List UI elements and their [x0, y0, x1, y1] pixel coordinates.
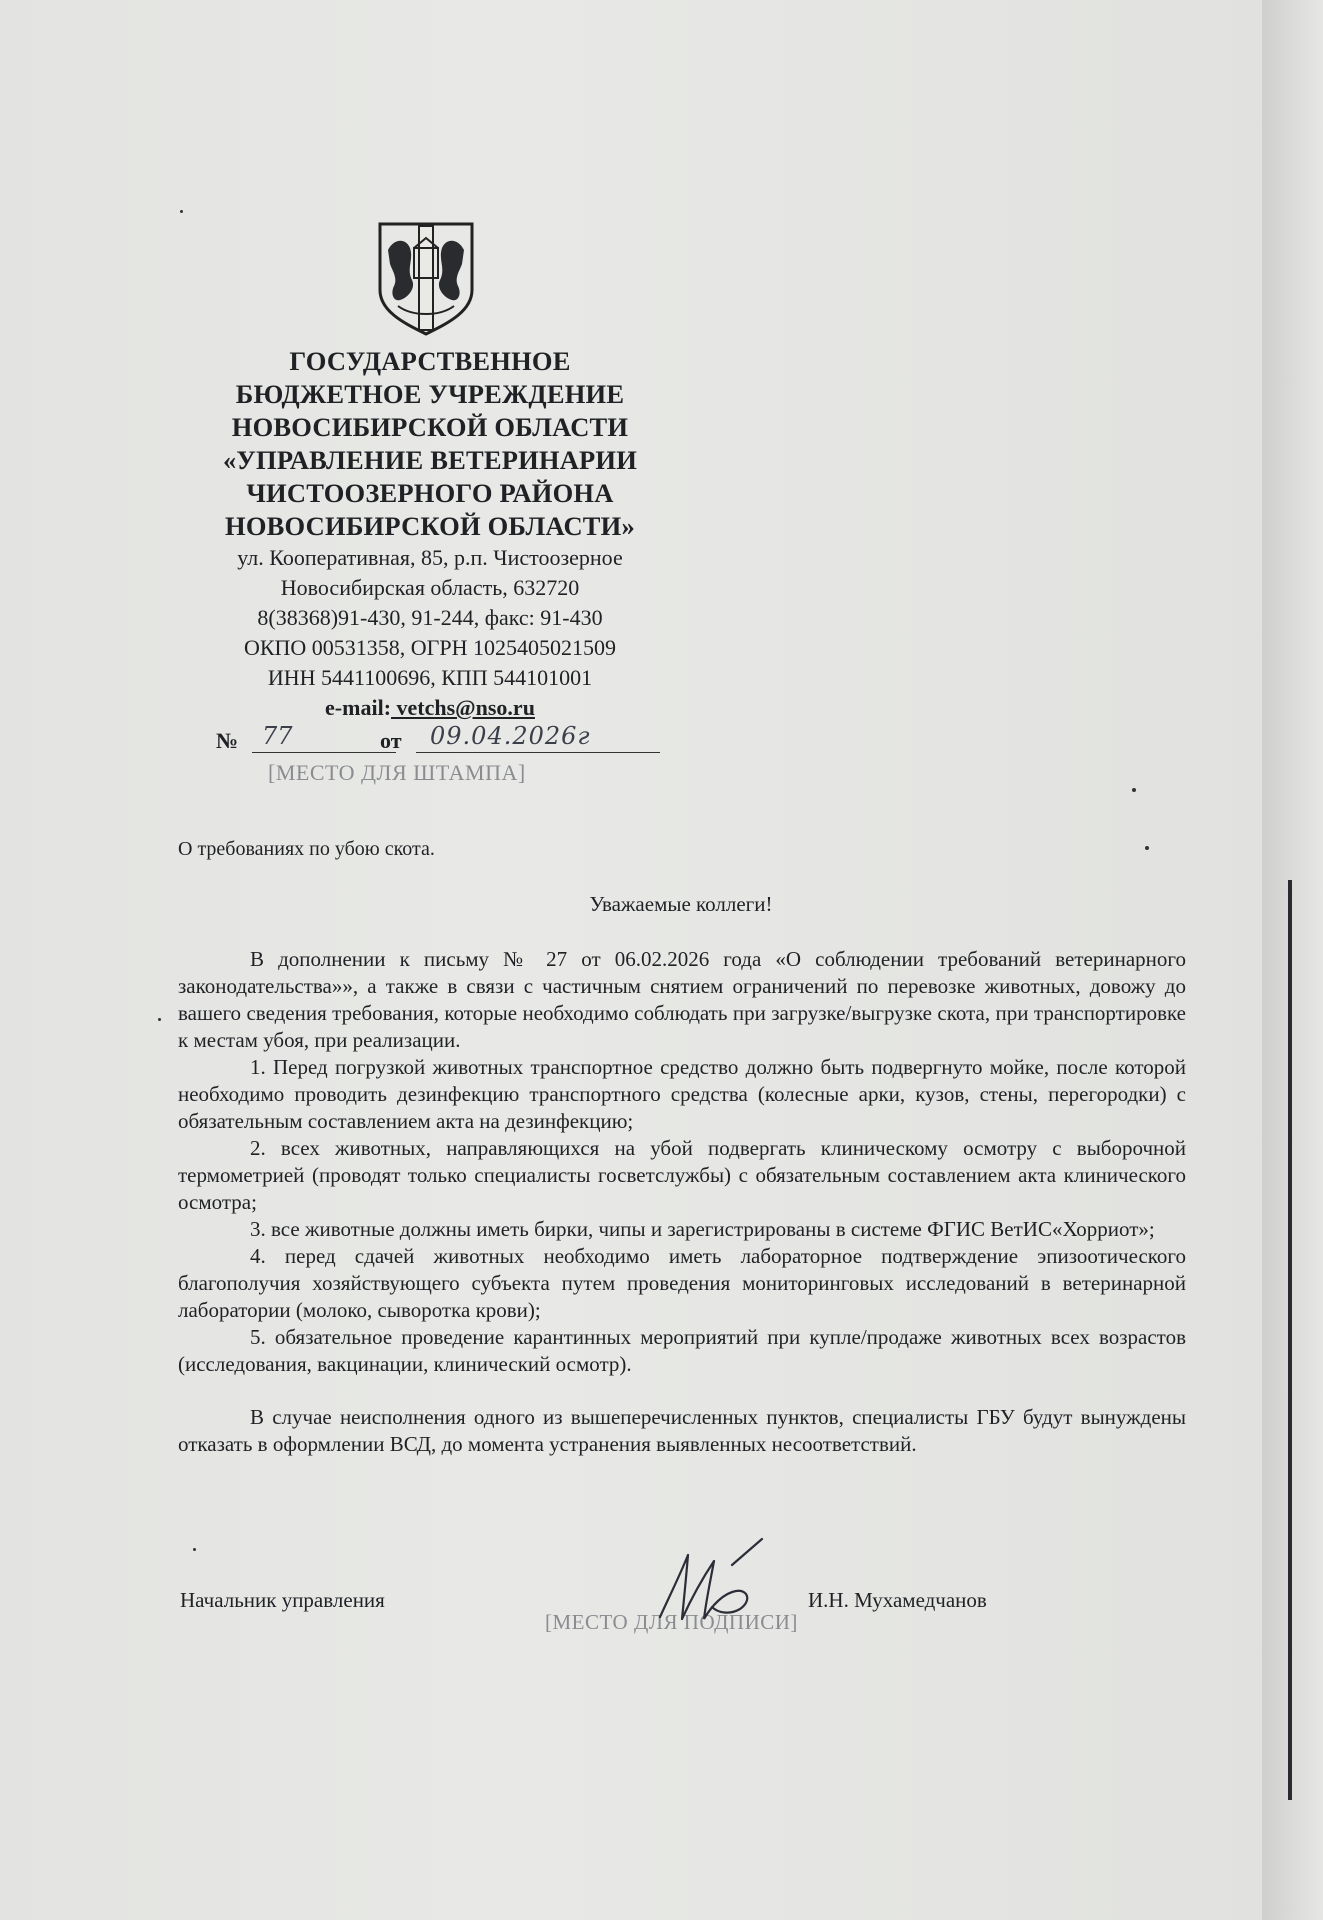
org-name-line: НОВОСИБИРСКОЙ ОБЛАСТИ» [225, 511, 635, 541]
letter-subject: О требованиях по убою скота. [178, 838, 435, 860]
org-address-line: ул. Кооперативная, 85, р.п. Чистоозерное [237, 545, 623, 570]
org-phone-line: 8(38368)91-430, 91-244, факс: 91-430 [257, 605, 603, 630]
org-email-line [150, 693, 710, 723]
page-edge [1262, 0, 1323, 1920]
letter-greeting: Уважаемые коллеги! [589, 892, 773, 916]
organization-header [150, 345, 710, 723]
body-paragraph: В дополнении к письму № 27 от 06.02.2026 года «О соблюдении требований ветеринарного законодательства»», а также в связи с частичным снятием ограничений по перевозке животных, довожу до вашего сведения требования, которые необходимо соблюдать при загрузке/выгрузке скота, при транспортировке к местам убоя, при реализации. [178, 947, 1186, 1052]
signatory-name: И.Н. Мухамедчанов [808, 1588, 987, 1612]
org-name-line: ЧИСТООЗЕРНОГО РАЙОНА [246, 478, 614, 508]
registration-number-value: 77 [252, 722, 396, 753]
paper-speck [158, 1018, 161, 1021]
org-tax-line: ИНН 5441100696, КПП 544101001 [267, 665, 593, 690]
paper-speck [1145, 846, 1149, 850]
org-name-line: ГОСУДАРСТВЕННОЕ [289, 346, 571, 376]
registration-date-label: от [380, 728, 402, 753]
requirement-item: 5. обязательное проведение карантинных мероприятий при купле/продаже животных всех возрастов (исследования, вакцинации, клинический осмотр). [178, 1325, 1186, 1376]
registration-date-value: 09.04.2026г [416, 722, 660, 753]
stamp-placeholder: [МЕСТО ДЛЯ ШТАМПА] [268, 760, 526, 785]
body-paragraph: В случае неисполнения одного из вышеперечисленных пунктов, специалисты ГБУ будут вынуждены отказать в оформлении ВСД, до момента устранения выявленных несоответствий. [178, 1405, 1186, 1456]
signature-placeholder: [МЕСТО ДЛЯ ПОДПИСИ] [545, 1610, 798, 1634]
org-codes-line: ОКПО 00531358, ОГРН 1025405021509 [243, 635, 617, 660]
requirement-item: 4. перед сдачей животных необходимо иметь лабораторное подтверждение эпизоотического благополучия хозяйствующего субъекта путем проведения мониторинговых исследований в ветеринарной лаборатории (молоко, сыворотка крови); [178, 1244, 1186, 1322]
handwritten-signature-icon [640, 1535, 770, 1635]
signatory-role: Начальник управления [180, 1588, 385, 1612]
requirement-item: 2. всех животных, направляющихся на убой подвергать клиническому осмотру с выборочной термометрией (проводят только специалисты госветслужбы) с обязательным составлением акта клинического осмотра; [178, 1136, 1186, 1214]
requirement-item: 3. все животные должны иметь бирки, чипы и зарегистрированы в системе ФГИС ВетИС«Хорриот»; [250, 1217, 1155, 1241]
paper-speck [1132, 788, 1136, 792]
email-label: e-mail: [325, 695, 392, 720]
coat-of-arms-icon [376, 220, 476, 338]
org-address-line: Новосибирская область, 632720 [280, 575, 580, 600]
letter-body [178, 946, 1186, 1458]
org-name-line: БЮДЖЕТНОЕ УЧРЕЖДЕНИЕ [235, 379, 625, 409]
registration-line [216, 722, 656, 758]
paper-speck [193, 1548, 196, 1551]
paper-speck [180, 210, 183, 213]
org-name-line: «УПРАВЛЕНИЕ ВЕТЕРИНАРИИ [222, 445, 638, 475]
registration-number-label: № [216, 728, 239, 753]
email-value: vetchs@nso.ru [391, 695, 535, 720]
requirement-item: 1. Перед погрузкой животных транспортное средство должно быть подвергнуто мойке, после которой необходимо проводить дезинфекцию транспортного средства (колесные арки, кузов, стены, перегородки) с обязательным составлением акта на дезинфекцию; [178, 1055, 1186, 1133]
org-name-line: НОВОСИБИРСКОЙ ОБЛАСТИ [231, 412, 629, 442]
page-edge-shadow [1288, 880, 1292, 1800]
